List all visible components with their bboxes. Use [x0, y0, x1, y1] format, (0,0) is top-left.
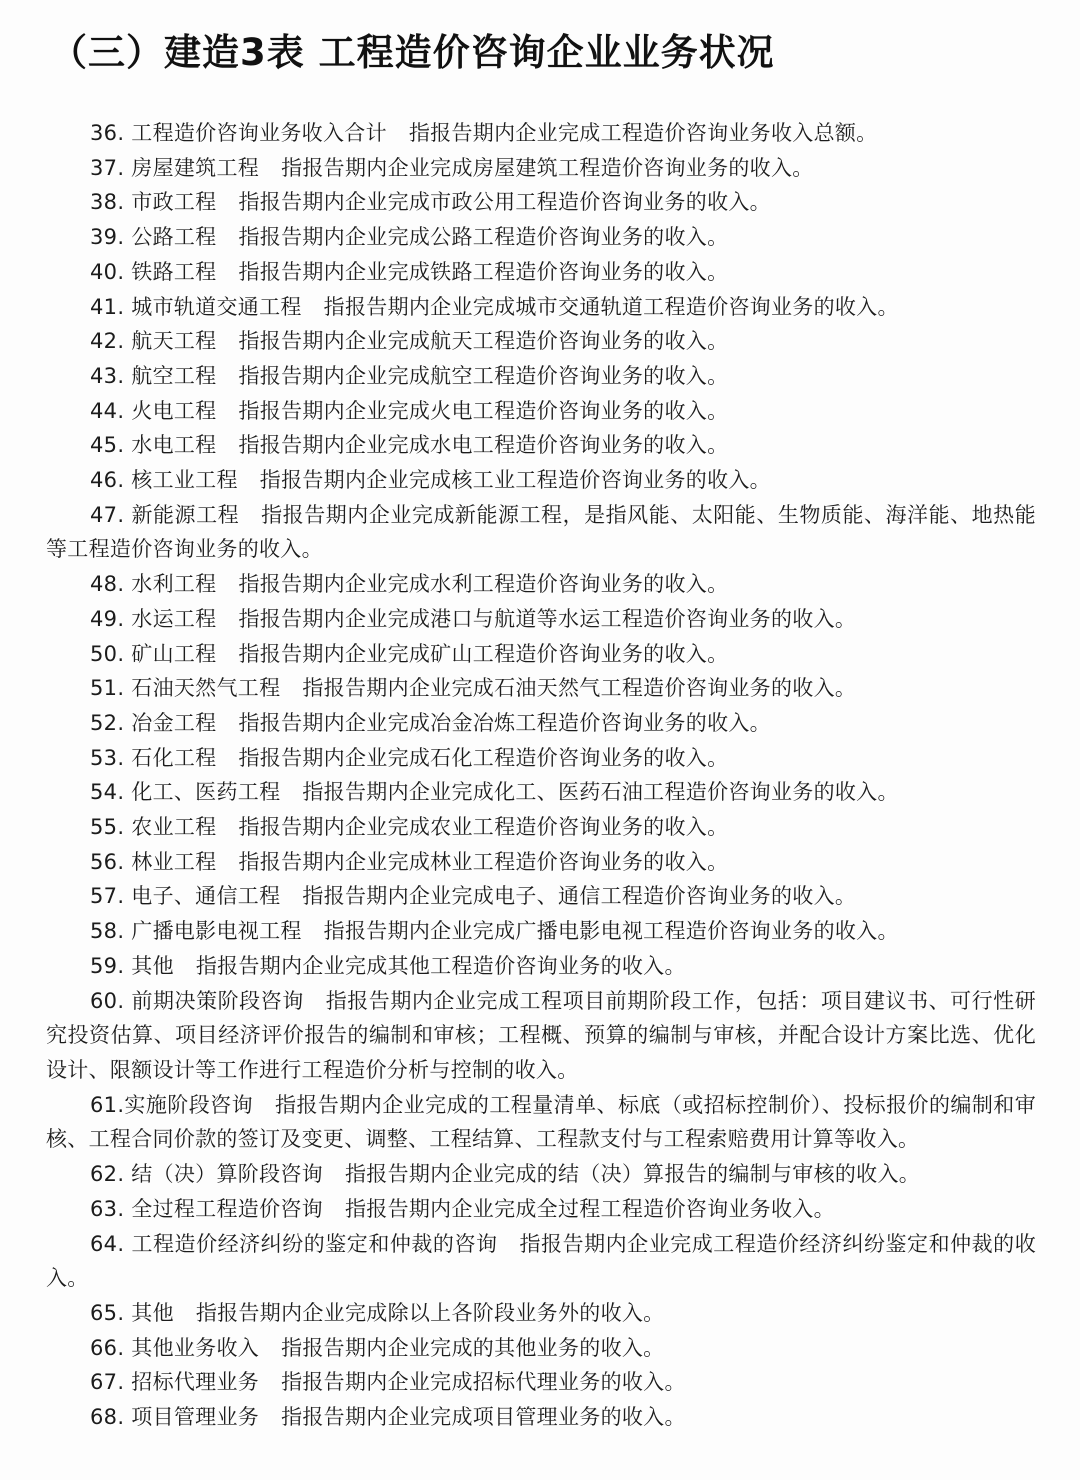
- definition-entry: [46, 463, 1036, 498]
- entry-term: 55. 农业工程: [90, 815, 217, 840]
- entry-term: 54. 化工、医药工程: [90, 780, 281, 805]
- entry-description: 指报告期内企业完成广播电影电视工程造价咨询业务的收入。: [323, 919, 899, 944]
- entry-term: 37. 房屋建筑工程: [90, 155, 260, 180]
- entry-description: 指报告期内企业完成的结（决）算报告的编制与审核的收入。: [344, 1162, 921, 1187]
- definition-entry: [46, 428, 1036, 463]
- entry-description: 指报告期内企业完成除以上各阶段业务外的收入。: [195, 1300, 665, 1325]
- definition-entry: [46, 845, 1036, 880]
- definition-entry: [46, 1088, 1036, 1157]
- entry-term: 66. 其他业务收入: [90, 1335, 260, 1360]
- entry-description: 指报告期内企业完成矿山工程造价咨询业务的收入。: [238, 641, 729, 666]
- definition-entry: [46, 706, 1036, 741]
- entry-description: 指报告期内企业完成新能源工程，是指风能、太阳能、生物质能、海洋能、地热能等工程造价咨询业务的收入。: [46, 502, 1036, 562]
- definition-entry: [46, 671, 1036, 706]
- definition-entry: [46, 1400, 1036, 1435]
- entry-term: 62. 结（决）算阶段咨询: [90, 1162, 323, 1187]
- entry-description: 指报告期内企业完成铁路工程造价咨询业务的收入。: [238, 259, 729, 284]
- entry-term: 43. 航空工程: [90, 363, 217, 388]
- definition-entry: [46, 220, 1036, 255]
- entry-term: 36. 工程造价咨询业务收入合计: [90, 121, 387, 145]
- entry-term: 48. 水利工程: [90, 572, 217, 597]
- entry-description: 指报告期内企业完成港口与航道等水运工程造价咨询业务的收入。: [238, 606, 857, 631]
- entry-term: 58. 广播电影电视工程: [90, 919, 302, 944]
- definition-entry: [46, 185, 1036, 220]
- entry-term: 41. 城市轨道交通工程: [90, 294, 302, 319]
- entry-description: 指报告期内企业完成水电工程造价咨询业务的收入。: [238, 433, 729, 458]
- definition-entry: [46, 637, 1036, 672]
- entry-description: 指报告期内企业完成的工程量清单、标底（或招标控制价）、投标报价的编制和审核、工程合同价款的签订及变更、调整、工程结算、工程款支付与工程索赔费用计算等收入。: [46, 1092, 1036, 1152]
- entry-description: 指报告期内企业完成公路工程造价咨询业务的收入。: [238, 225, 729, 250]
- entry-term: 57. 电子、通信工程: [90, 884, 281, 909]
- entry-term: 49. 水运工程: [90, 606, 217, 631]
- entry-term: 50. 矿山工程: [90, 641, 217, 666]
- entry-description: 指报告期内企业完成化工、医药石油工程造价咨询业务的收入。: [302, 780, 899, 805]
- entry-description: 指报告期内企业完成工程项目前期阶段工作，包括：项目建议书、可行性研究投资估算、项目经济评价报告的编制和审核；工程概、预算的编制与审核，并配合设计方案比选、优化设计、限额设计等工作进行工程造价分析与控制的收入。: [46, 988, 1037, 1082]
- entry-term: 42. 航天工程: [90, 329, 217, 354]
- entry-term: 39. 公路工程: [90, 225, 217, 250]
- definition-entry: [46, 359, 1036, 394]
- entry-description: 指报告期内企业完成航天工程造价咨询业务的收入。: [238, 329, 729, 354]
- definition-entry: [46, 810, 1036, 845]
- entry-description: 指报告期内企业完成航空工程造价咨询业务的收入。: [238, 363, 729, 388]
- definition-entry: [46, 1365, 1036, 1400]
- entry-description: 指报告期内企业完成的其他业务的收入。: [281, 1335, 665, 1360]
- definition-entry: [46, 602, 1036, 637]
- entry-term: 44. 火电工程: [90, 398, 217, 423]
- entry-term: 61.实施阶段咨询: [90, 1092, 254, 1117]
- entry-term: 51. 石油天然气工程: [90, 676, 281, 701]
- entry-description: 指报告期内企业完成农业工程造价咨询业务的收入。: [238, 815, 729, 840]
- definition-entry: [46, 116, 1036, 151]
- definition-entry: [46, 151, 1036, 186]
- definition-entry: [46, 255, 1036, 290]
- entry-term: 45. 水电工程: [90, 433, 217, 458]
- definition-list: [46, 116, 1036, 1435]
- entry-description: 指报告期内企业完成房屋建筑工程造价咨询业务的收入。: [281, 155, 814, 180]
- definition-entry: [46, 1331, 1036, 1366]
- entry-term: 65. 其他: [90, 1300, 174, 1325]
- definition-entry: [46, 949, 1036, 984]
- definition-entry: [46, 1227, 1036, 1296]
- entry-description: 指报告期内企业完成项目管理业务的收入。: [281, 1405, 686, 1430]
- entry-description: 指报告期内企业完成火电工程造价咨询业务的收入。: [238, 398, 729, 423]
- entry-description: 指报告期内企业完成市政公用工程造价咨询业务的收入。: [238, 190, 771, 215]
- entry-description: 指报告期内企业完成招标代理业务的收入。: [281, 1370, 686, 1395]
- entry-description: 指报告期内企业完成石化工程造价咨询业务的收入。: [238, 745, 729, 770]
- definition-entry: [46, 324, 1036, 359]
- entry-term: 53. 石化工程: [90, 745, 217, 770]
- entry-term: 64. 工程造价经济纠纷的鉴定和仲裁的咨询: [90, 1231, 498, 1256]
- definition-entry: [46, 914, 1036, 949]
- entry-term: 60. 前期决策阶段咨询: [90, 988, 304, 1013]
- definition-entry: [46, 290, 1036, 325]
- entry-description: 指报告期内企业完成工程造价咨询业务收入总额。: [408, 121, 878, 145]
- page-title: （三）建造3表 工程造价咨询企业业务状况: [50, 31, 775, 74]
- entry-term: 47. 新能源工程: [90, 502, 240, 527]
- entry-description: 指报告期内企业完成其他工程造价咨询业务的收入。: [195, 953, 686, 978]
- entry-term: 52. 冶金工程: [90, 710, 217, 735]
- entry-description: 指报告期内企业完成石油天然气工程造价咨询业务的收入。: [302, 676, 857, 701]
- definition-entry: [46, 498, 1036, 567]
- entry-description: 指报告期内企业完成全过程工程造价咨询业务收入。: [344, 1196, 835, 1221]
- entry-term: 59. 其他: [90, 953, 174, 978]
- entry-description: 指报告期内企业完成核工业工程造价咨询业务的收入。: [259, 468, 771, 493]
- entry-term: 38. 市政工程: [90, 190, 217, 215]
- entry-description: 指报告期内企业完成城市交通轨道工程造价咨询业务的收入。: [323, 294, 899, 319]
- definition-entry: [46, 879, 1036, 914]
- definition-entry: [46, 394, 1036, 429]
- definition-entry: [46, 984, 1036, 1088]
- definition-entry: [46, 1192, 1036, 1227]
- entry-term: 46. 核工业工程: [90, 468, 238, 493]
- definition-entry: [46, 775, 1036, 810]
- entry-term: 68. 项目管理业务: [90, 1405, 260, 1430]
- definition-entry: [46, 1296, 1036, 1331]
- entry-description: 指报告期内企业完成冶金冶炼工程造价咨询业务的收入。: [238, 710, 771, 735]
- entry-term: 67. 招标代理业务: [90, 1370, 260, 1395]
- entry-description: 指报告期内企业完成电子、通信工程造价咨询业务的收入。: [302, 884, 857, 909]
- entry-description: 指报告期内企业完成工程造价经济纠纷鉴定和仲裁的收入。: [46, 1231, 1036, 1291]
- entry-term: 40. 铁路工程: [90, 259, 217, 284]
- entry-term: 56. 林业工程: [90, 849, 217, 874]
- entry-description: 指报告期内企业完成林业工程造价咨询业务的收入。: [238, 849, 729, 874]
- definition-entry: [46, 567, 1036, 602]
- entry-term: 63. 全过程工程造价咨询: [90, 1196, 323, 1221]
- definition-entry: [46, 741, 1036, 776]
- entry-description: 指报告期内企业完成水利工程造价咨询业务的收入。: [238, 572, 729, 597]
- definition-entry: [46, 1157, 1036, 1192]
